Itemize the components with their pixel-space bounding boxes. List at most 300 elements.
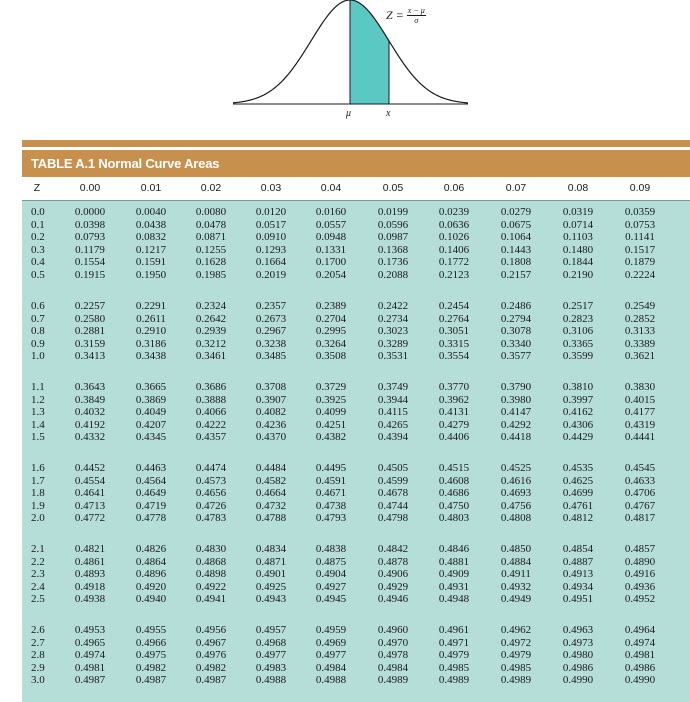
area-value: 0.4986 <box>562 661 594 674</box>
area-value: 0.4968 <box>255 636 287 649</box>
header-col-8: 0.07 <box>505 182 527 194</box>
area-value: 0.4251 <box>315 418 347 431</box>
area-value: 0.4495 <box>315 462 347 474</box>
area-value: 0.0239 <box>438 206 470 218</box>
area-value: 0.1772 <box>438 256 470 269</box>
area-value: 0.4978 <box>377 649 409 662</box>
area-value: 0.0948 <box>315 231 347 244</box>
area-value: 0.4925 <box>255 580 287 593</box>
area-value: 0.1950 <box>135 269 167 281</box>
area-value: 0.4357 <box>195 431 227 444</box>
area-value: 0.4961 <box>438 624 470 636</box>
area-value: 0.4904 <box>315 568 347 581</box>
area-value: 0.3413 <box>74 350 106 363</box>
area-value: 0.2357 <box>255 300 287 312</box>
area-value: 0.4987 <box>135 674 167 687</box>
area-value: 0.4861 <box>74 555 106 568</box>
area-value: 0.2517 <box>562 300 594 312</box>
area-value: 0.4706 <box>624 487 656 500</box>
area-value: 0.4265 <box>377 418 409 431</box>
area-value: 0.4927 <box>315 580 347 593</box>
area-value: 0.1368 <box>377 243 409 256</box>
area-value: 0.4693 <box>500 487 532 500</box>
area-value: 0.4940 <box>135 593 167 606</box>
area-value: 0.4986 <box>624 661 656 674</box>
area-value: 0.0596 <box>377 218 409 231</box>
area-value: 0.3770 <box>438 381 470 393</box>
z-value: 0.7 <box>31 312 45 325</box>
area-value: 0.0359 <box>624 206 656 218</box>
normal-curve-table <box>22 177 690 702</box>
z-value: 3.0 <box>31 674 45 687</box>
area-value: 0.4535 <box>562 462 594 474</box>
area-value: 0.1026 <box>438 231 470 244</box>
z-value: 1.5 <box>31 431 45 444</box>
area-value: 0.3599 <box>562 350 594 363</box>
table-row <box>22 512 690 524</box>
area-value: 0.2642 <box>195 312 227 325</box>
area-value: 0.1628 <box>195 256 227 269</box>
area-value: 0.4979 <box>438 649 470 662</box>
area-value: 0.1700 <box>315 256 347 269</box>
area-value: 0.3790 <box>500 381 532 393</box>
area-value: 0.4772 <box>74 512 106 525</box>
area-value: 0.4965 <box>74 636 106 649</box>
area-value: 0.4957 <box>255 624 287 636</box>
area-value: 0.4830 <box>195 543 227 555</box>
area-value: 0.4980 <box>562 649 594 662</box>
area-value: 0.4345 <box>135 431 167 444</box>
area-value: 0.4441 <box>624 431 656 444</box>
table-row <box>22 313 690 325</box>
area-value: 0.3554 <box>438 350 470 363</box>
area-value: 0.3925 <box>315 393 347 406</box>
area-value: 0.4988 <box>255 674 287 687</box>
area-value: 0.0910 <box>255 231 287 244</box>
area-value: 0.1103 <box>563 231 593 244</box>
area-value: 0.4633 <box>624 474 656 487</box>
area-value: 0.0000 <box>74 206 106 218</box>
area-value: 0.2734 <box>377 312 409 325</box>
area-value: 0.4756 <box>500 499 532 512</box>
area-value: 0.2995 <box>315 325 347 338</box>
z-formula <box>386 6 426 25</box>
area-value: 0.4783 <box>195 512 227 525</box>
area-value: 0.3810 <box>562 381 594 393</box>
area-value: 0.2967 <box>255 325 287 338</box>
area-value: 0.3212 <box>195 337 227 350</box>
z-value: 2.2 <box>31 555 45 568</box>
area-value: 0.3461 <box>195 350 227 363</box>
area-value: 0.3106 <box>562 325 594 338</box>
area-value: 0.4726 <box>195 499 227 512</box>
area-value: 0.0319 <box>562 206 594 218</box>
table-row <box>22 206 690 218</box>
area-value: 0.4664 <box>255 487 287 500</box>
area-value: 0.3665 <box>135 381 167 393</box>
z-value: 0.4 <box>31 256 45 269</box>
area-value: 0.4990 <box>562 674 594 687</box>
z-value: 1.2 <box>31 393 45 406</box>
header-col-7: 0.06 <box>443 182 465 194</box>
area-value: 0.4990 <box>624 674 656 687</box>
z-value: 2.7 <box>31 636 45 649</box>
header-col-10: 0.09 <box>629 182 651 194</box>
area-value: 0.3830 <box>624 381 656 393</box>
z-value: 0.3 <box>31 243 45 256</box>
area-value: 0.1406 <box>438 243 470 256</box>
area-value: 0.4906 <box>377 568 409 581</box>
area-value: 0.1141 <box>625 231 655 244</box>
area-value: 0.4898 <box>195 568 227 581</box>
table-row <box>22 581 690 593</box>
area-value: 0.0478 <box>195 218 227 231</box>
area-value: 0.0832 <box>135 231 167 244</box>
area-value: 0.0438 <box>135 218 167 231</box>
z-value: 2.9 <box>31 661 45 674</box>
area-value: 0.4573 <box>195 474 227 487</box>
table-row <box>22 475 690 487</box>
area-value: 0.4222 <box>195 418 227 431</box>
area-value: 0.4890 <box>624 555 656 568</box>
area-value: 0.4969 <box>315 636 347 649</box>
area-value: 0.1255 <box>195 243 227 256</box>
area-value: 0.1844 <box>562 256 594 269</box>
z-value: 0.8 <box>31 325 45 338</box>
z-value: 0.1 <box>31 218 45 231</box>
area-value: 0.1217 <box>135 243 167 256</box>
area-value: 0.1554 <box>74 256 106 269</box>
area-value: 0.0793 <box>74 231 106 244</box>
area-value: 0.4798 <box>377 512 409 525</box>
area-value: 0.2794 <box>500 312 532 325</box>
area-value: 0.4938 <box>74 593 106 606</box>
area-value: 0.4985 <box>438 661 470 674</box>
area-value: 0.1736 <box>377 256 409 269</box>
area-value: 0.4962 <box>500 624 532 636</box>
area-value: 0.2580 <box>74 312 106 325</box>
area-value: 0.4713 <box>74 499 106 512</box>
formula-denominator: σ <box>414 16 419 25</box>
z-value: 1.0 <box>31 350 45 363</box>
area-value: 0.4932 <box>500 580 532 593</box>
z-value: 1.8 <box>31 487 45 500</box>
area-value: 0.0517 <box>255 218 287 231</box>
table-row <box>22 543 690 555</box>
area-value: 0.4306 <box>562 418 594 431</box>
area-value: 0.4979 <box>500 649 532 662</box>
table-row <box>22 500 690 512</box>
area-value: 0.4608 <box>438 474 470 487</box>
table-row <box>22 419 690 431</box>
area-value: 0.0279 <box>500 206 532 218</box>
z-value: 0.2 <box>31 231 45 244</box>
table-row <box>22 593 690 605</box>
area-value: 0.4842 <box>377 543 409 555</box>
area-value: 0.4857 <box>624 543 656 555</box>
area-value: 0.4976 <box>195 649 227 662</box>
z-value: 2.6 <box>31 624 45 636</box>
area-value: 0.4738 <box>315 499 347 512</box>
area-value: 0.4922 <box>195 580 227 593</box>
area-value: 0.2881 <box>74 325 106 338</box>
table-row <box>22 556 690 568</box>
area-value: 0.2852 <box>624 312 656 325</box>
area-value: 0.2764 <box>438 312 470 325</box>
table-row <box>22 338 690 350</box>
area-value: 0.2190 <box>562 269 594 281</box>
area-value: 0.2611 <box>136 312 166 325</box>
area-value: 0.4913 <box>562 568 594 581</box>
area-value: 0.4778 <box>135 512 167 525</box>
table-row <box>22 462 690 474</box>
area-value: 0.4985 <box>500 661 532 674</box>
area-value: 0.1517 <box>624 243 656 256</box>
area-value: 0.3962 <box>438 393 470 406</box>
area-value: 0.4934 <box>562 580 594 593</box>
area-value: 0.4656 <box>195 487 227 500</box>
area-value: 0.4803 <box>438 512 470 525</box>
area-value: 0.4952 <box>624 593 656 606</box>
area-value: 0.4868 <box>195 555 227 568</box>
z-value: 1.7 <box>31 474 45 487</box>
z-value: 2.0 <box>31 512 45 525</box>
area-value: 0.3485 <box>255 350 287 363</box>
area-value: 0.4616 <box>500 474 532 487</box>
area-value: 0.4909 <box>438 568 470 581</box>
area-value: 0.4989 <box>438 674 470 687</box>
area-value: 0.4981 <box>624 649 656 662</box>
area-value: 0.4838 <box>315 543 347 555</box>
area-value: 0.1443 <box>500 243 532 256</box>
table-row <box>22 487 690 499</box>
area-value: 0.4418 <box>500 431 532 444</box>
area-value: 0.4049 <box>135 406 167 419</box>
table-row <box>22 350 690 362</box>
area-value: 0.4887 <box>562 555 594 568</box>
area-value: 0.4767 <box>624 499 656 512</box>
area-value: 0.4964 <box>624 624 656 636</box>
z-value: 2.3 <box>31 568 45 581</box>
area-value: 0.4641 <box>74 487 106 500</box>
area-value: 0.2291 <box>135 300 167 312</box>
z-value: 1.3 <box>31 406 45 419</box>
area-value: 0.4821 <box>74 543 106 555</box>
area-value: 0.4429 <box>562 431 594 444</box>
area-value: 0.4177 <box>624 406 656 419</box>
area-value: 0.4406 <box>438 431 470 444</box>
area-value: 0.4967 <box>195 636 227 649</box>
area-value: 0.4147 <box>500 406 532 419</box>
area-value: 0.4945 <box>315 593 347 606</box>
area-value: 0.1331 <box>315 243 347 256</box>
area-value: 0.4987 <box>74 674 106 687</box>
area-value: 0.4591 <box>315 474 347 487</box>
area-value: 0.2454 <box>438 300 470 312</box>
area-value: 0.4854 <box>562 543 594 555</box>
area-value: 0.4599 <box>377 474 409 487</box>
formula-numerator: x − μ <box>407 6 425 15</box>
area-value: 0.4916 <box>624 568 656 581</box>
area-value: 0.4564 <box>135 474 167 487</box>
z-value: 2.1 <box>31 543 45 555</box>
z-value: 1.4 <box>31 418 45 431</box>
area-value: 0.2324 <box>195 300 227 312</box>
area-value: 0.0160 <box>315 206 347 218</box>
area-value: 0.3997 <box>562 393 594 406</box>
area-value: 0.3238 <box>255 337 287 350</box>
table-row <box>22 674 690 686</box>
area-value: 0.3729 <box>315 381 347 393</box>
area-value: 0.0753 <box>624 218 656 231</box>
area-value: 0.2224 <box>624 269 656 281</box>
area-value: 0.4032 <box>74 406 106 419</box>
area-value: 0.4082 <box>255 406 287 419</box>
area-value: 0.2389 <box>315 300 347 312</box>
z-value: 0.5 <box>31 269 45 281</box>
area-value: 0.4941 <box>195 593 227 606</box>
header-col-4: 0.03 <box>260 182 282 194</box>
z-value: 1.6 <box>31 462 45 474</box>
area-value: 0.1480 <box>562 243 594 256</box>
area-value: 0.4881 <box>438 555 470 568</box>
area-value: 0.4793 <box>315 512 347 525</box>
table-row <box>22 325 690 337</box>
z-value: 0.6 <box>31 300 45 312</box>
area-value: 0.4901 <box>255 568 287 581</box>
area-value: 0.4463 <box>135 462 167 474</box>
area-value: 0.4959 <box>315 624 347 636</box>
header-col-5: 0.04 <box>320 182 342 194</box>
area-value: 0.4474 <box>195 462 227 474</box>
table-row <box>22 269 690 281</box>
area-value: 0.4850 <box>500 543 532 555</box>
area-value: 0.3508 <box>315 350 347 363</box>
area-value: 0.4515 <box>438 462 470 474</box>
area-value: 0.4582 <box>255 474 287 487</box>
area-value: 0.4988 <box>315 674 347 687</box>
area-value: 0.4974 <box>74 649 106 662</box>
area-value: 0.0120 <box>255 206 287 218</box>
area-value: 0.4279 <box>438 418 470 431</box>
area-value: 0.4719 <box>135 499 167 512</box>
area-value: 0.4554 <box>74 474 106 487</box>
area-value: 0.4732 <box>255 499 287 512</box>
area-value: 0.3389 <box>624 337 656 350</box>
area-value: 0.4162 <box>562 406 594 419</box>
area-value: 0.4382 <box>315 431 347 444</box>
area-value: 0.4625 <box>562 474 594 487</box>
area-value: 0.3531 <box>377 350 409 363</box>
area-value: 0.4989 <box>377 674 409 687</box>
table-row <box>22 662 690 674</box>
area-value: 0.2422 <box>377 300 409 312</box>
area-value: 0.1591 <box>135 256 167 269</box>
area-value: 0.4946 <box>377 593 409 606</box>
area-value: 0.2823 <box>562 312 594 325</box>
area-value: 0.4808 <box>500 512 532 525</box>
table-row <box>22 244 690 256</box>
area-value: 0.3643 <box>74 381 106 393</box>
area-value: 0.1064 <box>500 231 532 244</box>
area-value: 0.4896 <box>135 568 167 581</box>
area-value: 0.3264 <box>315 337 347 350</box>
area-value: 0.3133 <box>624 325 656 338</box>
table-row <box>22 431 690 443</box>
area-value: 0.4292 <box>500 418 532 431</box>
shaded-area <box>350 0 389 104</box>
area-value: 0.4982 <box>195 661 227 674</box>
area-value: 0.4982 <box>135 661 167 674</box>
table-row <box>22 300 690 312</box>
area-value: 0.3849 <box>74 393 106 406</box>
area-value: 0.3078 <box>500 325 532 338</box>
area-value: 0.4983 <box>255 661 287 674</box>
area-value: 0.0636 <box>438 218 470 231</box>
area-value: 0.4972 <box>500 636 532 649</box>
area-value: 0.2123 <box>438 269 470 281</box>
area-value: 0.4987 <box>195 674 227 687</box>
area-value: 0.4977 <box>315 649 347 662</box>
area-value: 0.4871 <box>255 555 287 568</box>
area-value: 0.4744 <box>377 499 409 512</box>
area-value: 0.3159 <box>74 337 106 350</box>
area-value: 0.1293 <box>255 243 287 256</box>
area-value: 0.2910 <box>135 325 167 338</box>
area-value: 0.2088 <box>377 269 409 281</box>
area-value: 0.3289 <box>377 337 409 350</box>
header-col-9: 0.08 <box>567 182 589 194</box>
area-value: 0.4370 <box>255 431 287 444</box>
area-value: 0.4319 <box>624 418 656 431</box>
area-value: 0.4920 <box>135 580 167 593</box>
area-value: 0.4973 <box>562 636 594 649</box>
area-value: 0.4893 <box>74 568 106 581</box>
header-col-1: 0.00 <box>79 182 101 194</box>
header-z: Z <box>33 182 41 194</box>
area-value: 0.4949 <box>500 593 532 606</box>
area-value: 0.4864 <box>135 555 167 568</box>
area-value: 0.2019 <box>255 269 287 281</box>
normal-curve-graphic <box>0 0 690 140</box>
area-value: 0.0398 <box>74 218 106 231</box>
area-value: 0.4505 <box>377 462 409 474</box>
title-accent-bar <box>22 140 690 147</box>
area-value: 0.3749 <box>377 381 409 393</box>
area-value: 0.4115 <box>378 406 408 419</box>
area-value: 0.4948 <box>438 593 470 606</box>
area-value: 0.4956 <box>195 624 227 636</box>
z-value: 1.9 <box>31 499 45 512</box>
area-value: 0.3944 <box>377 393 409 406</box>
area-value: 0.3186 <box>135 337 167 350</box>
area-value: 0.0675 <box>500 218 532 231</box>
area-value: 0.2939 <box>195 325 227 338</box>
area-value: 0.0871 <box>195 231 227 244</box>
area-value: 0.4671 <box>315 487 347 500</box>
area-value: 0.1179 <box>75 243 105 256</box>
area-value: 0.4970 <box>377 636 409 649</box>
area-value: 0.4936 <box>624 580 656 593</box>
area-value: 0.4878 <box>377 555 409 568</box>
area-value: 0.0714 <box>562 218 594 231</box>
area-value: 0.4984 <box>377 661 409 674</box>
area-value: 0.4960 <box>377 624 409 636</box>
area-value: 0.3365 <box>562 337 594 350</box>
area-value: 0.0040 <box>135 206 167 218</box>
area-value: 0.3708 <box>255 381 287 393</box>
area-value: 0.4788 <box>255 512 287 525</box>
